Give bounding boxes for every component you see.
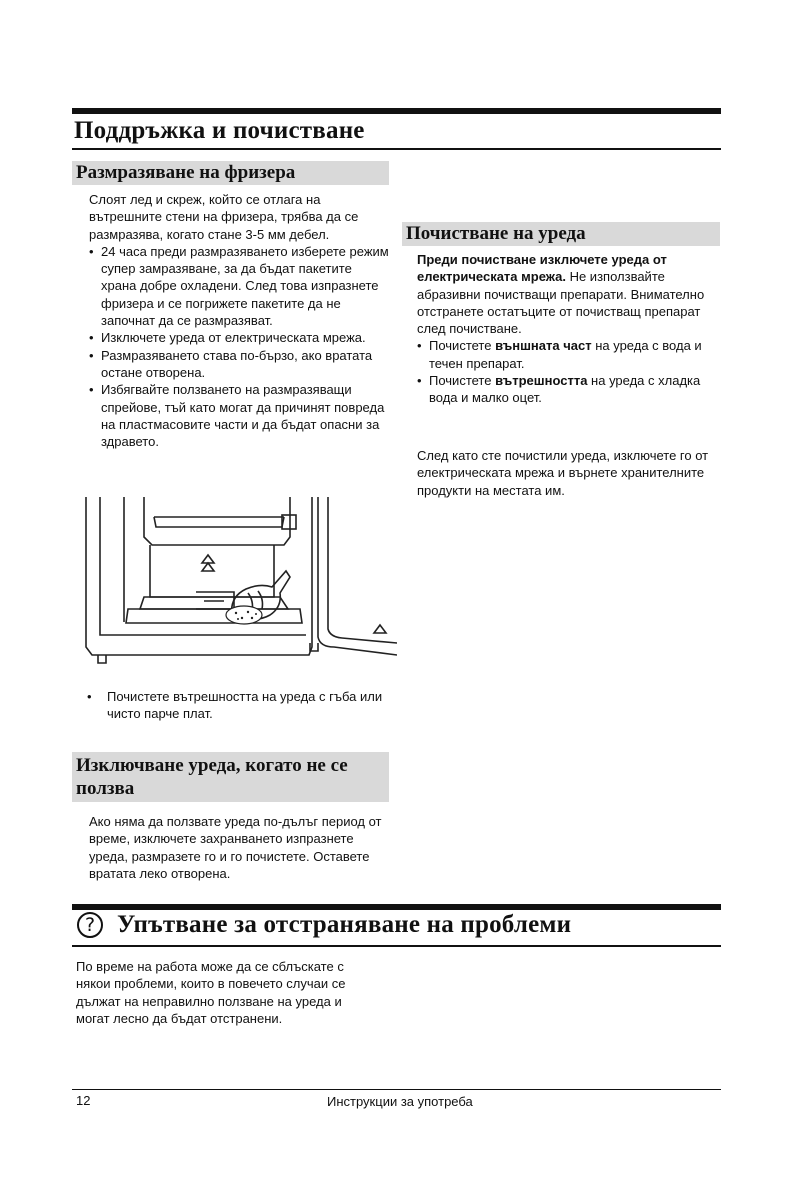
cleaning-intro-bold: Преди почистване изключете уреда от електрическата мрежа. — [417, 252, 667, 285]
list-item: • Размразяването става по-бързо, ако вратата остане отворена. — [89, 347, 389, 382]
top-rule — [72, 108, 721, 114]
list-item: • Изключете уреда от електрическата мрежа. — [89, 329, 389, 346]
bullet-text: Почистете — [429, 338, 496, 354]
troubleshooting-underline — [72, 945, 721, 947]
unused-text: Ако няма да ползвате уреда по-дълъг период от време, изключете захранването изпразнете уреда, размразете го и го почистете. Оставете вратата леко отворена. — [89, 814, 382, 881]
question-circle-icon: ? — [77, 912, 103, 938]
troubleshooting-heading: Упътване за отстраняване на проблеми — [117, 911, 572, 938]
bullet-text: на уреда с вода и течен препарат. — [429, 338, 702, 371]
page-title: Поддръжка и почистване — [74, 117, 365, 144]
cleaning-after: След като сте почистили уреда, изключете го от електрическата мрежа и върнете хранителните продукти на местата им. — [417, 448, 709, 498]
freezer-cleaning-illustration — [84, 497, 397, 667]
defrost-heading: Размразяване на фризера — [72, 161, 389, 185]
defrost-bullets — [89, 243, 389, 451]
unused-heading: Изключване уреда, когато не се ползва — [72, 752, 389, 802]
troubleshooting-rule — [72, 904, 721, 910]
figure-caption: • Почистете вътрешността на уреда с гъба или чисто парче плат. — [87, 688, 387, 723]
cleaning-intro — [417, 251, 717, 337]
footer-title: Инструкции за употреба — [327, 1094, 473, 1109]
cleaning-bullets — [417, 337, 717, 406]
page-number: 12 — [76, 1093, 91, 1108]
defrost-intro: Слоят лед и скреж, който се отлага на вътрешните стени на фризера, трябва да се размразява, когато стане 3-5 мм дебел. — [89, 192, 359, 242]
bullet-bold: външната част — [495, 338, 592, 354]
cleaning-heading: Почистване на уреда — [402, 222, 720, 246]
cleaning-section — [417, 251, 717, 407]
footer-rule — [72, 1089, 721, 1090]
troubleshooting-text: По време на работа може да се сблъскате с някои проблеми, които в повечето случаи се дължат на неправилно ползване на уреда и могат лесно да бъдат отстранени. — [76, 959, 346, 1026]
list-item — [417, 372, 717, 407]
list-item: • 24 часа преди размразяването изберете режим супер замразяване, за да бъдат пакетите храна добре охладени. След това изпразнете фризера и се погрижете пакетите да не започнат да се размразяват. — [89, 243, 389, 329]
figure-caption-text: Почистете вътрешността на уреда с гъба или чисто парче плат. — [107, 689, 383, 722]
cleaning-intro-rest: Не използвайте абразивни почистващи препарати. Внимателно отстранете остатъците от почистващ препарат след почистване. — [417, 269, 705, 337]
defrost-section — [89, 191, 389, 450]
list-item: • Избягвайте ползването на размразяващи спрейове, тъй като могат да причинят повреда на пластмасовите части и да бъдат опасни за здравето. — [89, 381, 389, 450]
bullet-text: Почистете — [429, 373, 496, 389]
list-item — [417, 337, 717, 372]
bullet-text: на уреда с хладка вода и малко оцет. — [429, 373, 701, 406]
title-underline — [72, 148, 721, 150]
bullet-bold: вътрешността — [495, 373, 588, 389]
